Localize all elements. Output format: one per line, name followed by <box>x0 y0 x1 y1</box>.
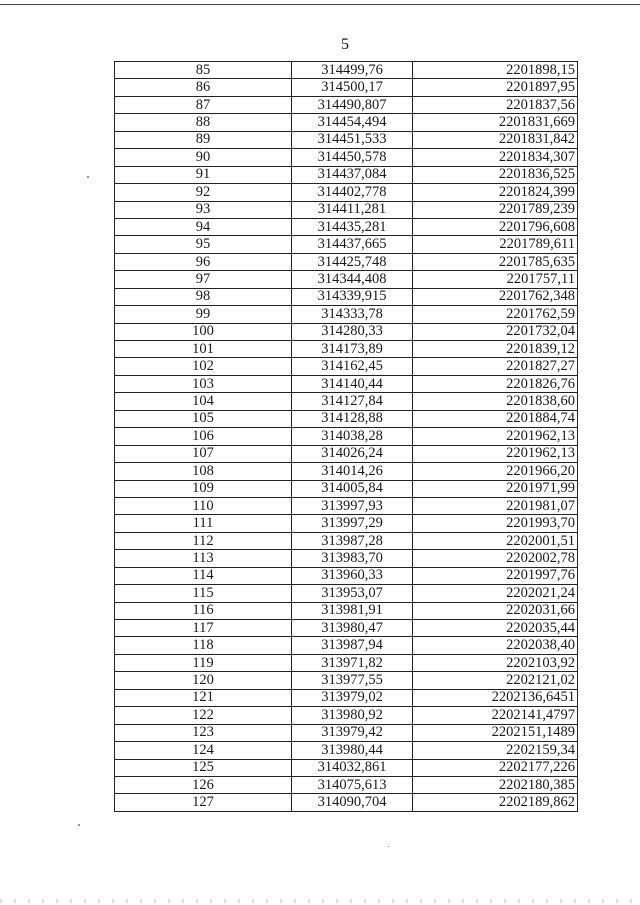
y-coordinate-cell: 2201796,608 <box>413 218 578 235</box>
coordinates-table-body <box>115 62 578 812</box>
point-number-cell: 116 <box>115 602 292 619</box>
y-coordinate-cell: 2201837,56 <box>413 96 578 113</box>
table-row <box>115 79 578 96</box>
table-row <box>115 253 578 270</box>
coordinates-table <box>114 61 578 812</box>
x-coordinate-cell: 314411,281 <box>292 201 413 218</box>
x-coordinate-cell: 313979,42 <box>292 724 413 741</box>
y-coordinate-cell: 2201966,20 <box>413 463 578 480</box>
x-coordinate-cell: 314128,88 <box>292 410 413 427</box>
point-number-cell: 101 <box>115 341 292 358</box>
point-number-cell: 121 <box>115 689 292 706</box>
point-number-cell: 106 <box>115 428 292 445</box>
x-coordinate-cell: 313977,55 <box>292 672 413 689</box>
x-coordinate-cell: 313997,93 <box>292 497 413 514</box>
scan-speck <box>388 846 389 847</box>
x-coordinate-cell: 314450,578 <box>292 149 413 166</box>
point-number-cell: 92 <box>115 184 292 201</box>
table-row <box>115 96 578 113</box>
y-coordinate-cell: 2201826,76 <box>413 375 578 392</box>
x-coordinate-cell: 314435,281 <box>292 218 413 235</box>
point-number-cell: 99 <box>115 306 292 323</box>
table-row <box>115 358 578 375</box>
table-row <box>115 445 578 462</box>
table-row <box>115 236 578 253</box>
y-coordinate-cell: 2202001,51 <box>413 532 578 549</box>
table-row <box>115 114 578 131</box>
x-coordinate-cell: 313980,44 <box>292 742 413 759</box>
point-number-cell: 111 <box>115 515 292 532</box>
table-row <box>115 602 578 619</box>
x-coordinate-cell: 314425,748 <box>292 253 413 270</box>
y-coordinate-cell: 2201997,76 <box>413 567 578 584</box>
table-row <box>115 654 578 671</box>
point-number-cell: 110 <box>115 497 292 514</box>
table-row <box>115 689 578 706</box>
point-number-cell: 98 <box>115 288 292 305</box>
x-coordinate-cell: 314127,84 <box>292 393 413 410</box>
table-row <box>115 585 578 602</box>
y-coordinate-cell: 2201981,07 <box>413 497 578 514</box>
x-coordinate-cell: 314075,613 <box>292 776 413 793</box>
x-coordinate-cell: 314500,17 <box>292 79 413 96</box>
x-coordinate-cell: 314162,45 <box>292 358 413 375</box>
table-row <box>115 201 578 218</box>
y-coordinate-cell: 2201838,60 <box>413 393 578 410</box>
x-coordinate-cell: 313953,07 <box>292 585 413 602</box>
point-number-cell: 119 <box>115 654 292 671</box>
scan-speck <box>87 176 89 178</box>
point-number-cell: 117 <box>115 620 292 637</box>
point-number-cell: 108 <box>115 463 292 480</box>
x-coordinate-cell: 314090,704 <box>292 794 413 811</box>
x-coordinate-cell: 314173,89 <box>292 341 413 358</box>
point-number-cell: 103 <box>115 375 292 392</box>
x-coordinate-cell: 314454,494 <box>292 114 413 131</box>
x-coordinate-cell: 314437,665 <box>292 236 413 253</box>
table-row <box>115 515 578 532</box>
point-number-cell: 89 <box>115 131 292 148</box>
table-row <box>115 149 578 166</box>
table-row <box>115 497 578 514</box>
point-number-cell: 97 <box>115 271 292 288</box>
x-coordinate-cell: 314038,28 <box>292 428 413 445</box>
table-row <box>115 724 578 741</box>
point-number-cell: 113 <box>115 550 292 567</box>
x-coordinate-cell: 314014,26 <box>292 463 413 480</box>
point-number-cell: 94 <box>115 218 292 235</box>
table-row <box>115 288 578 305</box>
x-coordinate-cell: 313987,28 <box>292 532 413 549</box>
point-number-cell: 112 <box>115 532 292 549</box>
table-row <box>115 375 578 392</box>
x-coordinate-cell: 313980,47 <box>292 620 413 637</box>
y-coordinate-cell: 2202151,1489 <box>413 724 578 741</box>
table-row <box>115 410 578 427</box>
y-coordinate-cell: 2202002,78 <box>413 550 578 567</box>
table-row <box>115 184 578 201</box>
y-coordinate-cell: 2202021,24 <box>413 585 578 602</box>
point-number-cell: 125 <box>115 759 292 776</box>
x-coordinate-cell: 313997,29 <box>292 515 413 532</box>
x-coordinate-cell: 314402,778 <box>292 184 413 201</box>
page-number: 5 <box>341 36 349 53</box>
x-coordinate-cell: 313987,94 <box>292 637 413 654</box>
y-coordinate-cell: 2202031,66 <box>413 602 578 619</box>
x-coordinate-cell: 313979,02 <box>292 689 413 706</box>
y-coordinate-cell: 2201971,99 <box>413 480 578 497</box>
y-coordinate-cell: 2202035,44 <box>413 620 578 637</box>
point-number-cell: 95 <box>115 236 292 253</box>
y-coordinate-cell: 2202121,02 <box>413 672 578 689</box>
table-row <box>115 131 578 148</box>
point-number-cell: 109 <box>115 480 292 497</box>
x-coordinate-cell: 314280,33 <box>292 323 413 340</box>
y-coordinate-cell: 2202189,862 <box>413 794 578 811</box>
x-coordinate-cell: 314437,084 <box>292 166 413 183</box>
x-coordinate-cell: 314140,44 <box>292 375 413 392</box>
point-number-cell: 88 <box>115 114 292 131</box>
table-row <box>115 218 578 235</box>
x-coordinate-cell: 313983,70 <box>292 550 413 567</box>
x-coordinate-cell: 314026,24 <box>292 445 413 462</box>
scan-speck <box>78 824 80 826</box>
table-row <box>115 707 578 724</box>
y-coordinate-cell: 2202141,4797 <box>413 707 578 724</box>
table-row <box>115 306 578 323</box>
x-coordinate-cell: 314339,915 <box>292 288 413 305</box>
table-row <box>115 776 578 793</box>
table-row <box>115 166 578 183</box>
y-coordinate-cell: 2202038,40 <box>413 637 578 654</box>
y-coordinate-cell: 2202136,6451 <box>413 689 578 706</box>
table-row <box>115 672 578 689</box>
point-number-cell: 96 <box>115 253 292 270</box>
y-coordinate-cell: 2201757,11 <box>413 271 578 288</box>
table-row <box>115 323 578 340</box>
point-number-cell: 123 <box>115 724 292 741</box>
y-coordinate-cell: 2201962,13 <box>413 428 578 445</box>
x-coordinate-cell: 313971,82 <box>292 654 413 671</box>
table-row <box>115 480 578 497</box>
x-coordinate-cell: 313960,33 <box>292 567 413 584</box>
x-coordinate-cell: 314490,807 <box>292 96 413 113</box>
y-coordinate-cell: 2201839,12 <box>413 341 578 358</box>
y-coordinate-cell: 2201834,307 <box>413 149 578 166</box>
table-row <box>115 271 578 288</box>
y-coordinate-cell: 2201732,04 <box>413 323 578 340</box>
point-number-cell: 126 <box>115 776 292 793</box>
table-row <box>115 567 578 584</box>
y-coordinate-cell: 2201824,399 <box>413 184 578 201</box>
table-row <box>115 620 578 637</box>
x-coordinate-cell: 314451,533 <box>292 131 413 148</box>
x-coordinate-cell: 314333,78 <box>292 306 413 323</box>
point-number-cell: 120 <box>115 672 292 689</box>
scan-edge-marks <box>0 899 640 903</box>
point-number-cell: 122 <box>115 707 292 724</box>
point-number-cell: 115 <box>115 585 292 602</box>
y-coordinate-cell: 2201897,95 <box>413 79 578 96</box>
table-row <box>115 532 578 549</box>
table-row <box>115 550 578 567</box>
table-row <box>115 62 578 79</box>
table-row <box>115 637 578 654</box>
x-coordinate-cell: 314032,861 <box>292 759 413 776</box>
y-coordinate-cell: 2201884,74 <box>413 410 578 427</box>
y-coordinate-cell: 2201785,635 <box>413 253 578 270</box>
y-coordinate-cell: 2201962,13 <box>413 445 578 462</box>
y-coordinate-cell: 2201831,842 <box>413 131 578 148</box>
table-row <box>115 794 578 811</box>
x-coordinate-cell: 314005,84 <box>292 480 413 497</box>
y-coordinate-cell: 2201993,70 <box>413 515 578 532</box>
y-coordinate-cell: 2202177,226 <box>413 759 578 776</box>
point-number-cell: 90 <box>115 149 292 166</box>
y-coordinate-cell: 2202103,92 <box>413 654 578 671</box>
y-coordinate-cell: 2201762,348 <box>413 288 578 305</box>
y-coordinate-cell: 2201898,15 <box>413 62 578 79</box>
y-coordinate-cell: 2201789,611 <box>413 236 578 253</box>
point-number-cell: 86 <box>115 79 292 96</box>
table-row <box>115 463 578 480</box>
point-number-cell: 114 <box>115 567 292 584</box>
x-coordinate-cell: 314344,408 <box>292 271 413 288</box>
y-coordinate-cell: 2202180,385 <box>413 776 578 793</box>
table-row <box>115 742 578 759</box>
x-coordinate-cell: 313981,91 <box>292 602 413 619</box>
table-row <box>115 341 578 358</box>
y-coordinate-cell: 2201836,525 <box>413 166 578 183</box>
y-coordinate-cell: 2202159,34 <box>413 742 578 759</box>
x-coordinate-cell: 313980,92 <box>292 707 413 724</box>
point-number-cell: 107 <box>115 445 292 462</box>
table-row <box>115 428 578 445</box>
point-number-cell: 87 <box>115 96 292 113</box>
y-coordinate-cell: 2201762,59 <box>413 306 578 323</box>
point-number-cell: 91 <box>115 166 292 183</box>
point-number-cell: 93 <box>115 201 292 218</box>
top-rule <box>0 4 640 5</box>
point-number-cell: 100 <box>115 323 292 340</box>
y-coordinate-cell: 2201831,669 <box>413 114 578 131</box>
y-coordinate-cell: 2201827,27 <box>413 358 578 375</box>
point-number-cell: 124 <box>115 742 292 759</box>
point-number-cell: 102 <box>115 358 292 375</box>
point-number-cell: 85 <box>115 62 292 79</box>
point-number-cell: 105 <box>115 410 292 427</box>
point-number-cell: 104 <box>115 393 292 410</box>
table-row <box>115 393 578 410</box>
point-number-cell: 127 <box>115 794 292 811</box>
table-row <box>115 759 578 776</box>
point-number-cell: 118 <box>115 637 292 654</box>
y-coordinate-cell: 2201789,239 <box>413 201 578 218</box>
x-coordinate-cell: 314499,76 <box>292 62 413 79</box>
